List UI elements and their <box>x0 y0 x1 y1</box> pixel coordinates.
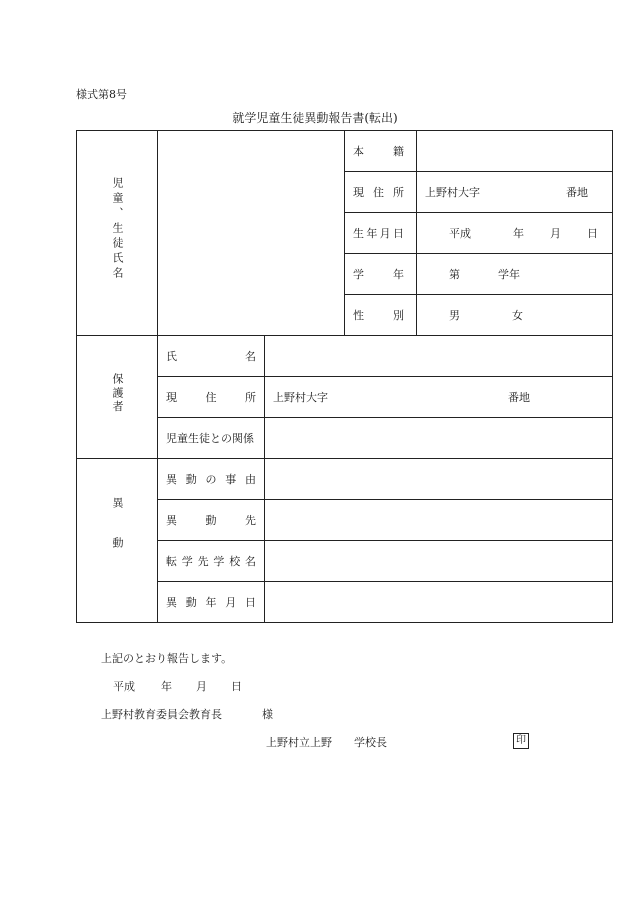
guardian-address-banchi-suffix: 番地 <box>508 391 530 404</box>
student-address-label: 現 住 所 <box>345 172 417 213</box>
report-date-year-unit: 年 <box>161 680 172 693</box>
student-name-field[interactable] <box>158 131 345 336</box>
report-date-line <box>113 678 266 694</box>
student-section-heading: 児童、生徒氏名 <box>77 131 158 336</box>
change-destination-field[interactable] <box>265 500 613 541</box>
report-date-era: 平成 <box>113 680 135 693</box>
school-name: 上野村立上野 <box>266 736 332 749</box>
birthdate-field[interactable] <box>417 213 613 254</box>
honseki-label: 本 籍 <box>345 131 417 172</box>
birthdate-label: 生 年 月 日 <box>345 213 417 254</box>
addressee-line <box>101 706 273 722</box>
transfer-school-field[interactable] <box>265 541 613 582</box>
address-village-prefix: 上野村大字 <box>425 186 480 199</box>
birthdate-month-unit: 月 <box>550 227 561 240</box>
change-destination-label: 異 動 先 <box>158 500 265 541</box>
grade-suffix: 学年 <box>498 268 520 281</box>
birthdate-era: 平成 <box>449 227 471 240</box>
change-section-heading: 異動 <box>77 459 158 623</box>
guardian-address-village-prefix: 上野村大字 <box>273 391 328 404</box>
report-date-day-unit: 日 <box>231 680 242 693</box>
addressee-honorific: 様 <box>262 708 273 721</box>
report-form-table <box>76 130 613 623</box>
guardian-section-heading: 保護者 <box>77 336 158 459</box>
sex-option-male[interactable]: 男 <box>449 309 460 322</box>
guardian-address-label: 現 住 所 <box>158 377 265 418</box>
addressee: 上野村教育委員会教育長 <box>101 708 222 721</box>
sex-option-female[interactable]: 女 <box>512 309 523 322</box>
birthdate-day-unit: 日 <box>587 227 598 240</box>
change-date-label: 異 動 年 月 日 <box>158 582 265 623</box>
closing-statement: 上記のとおり報告します。 <box>101 652 233 665</box>
guardian-address-field[interactable] <box>265 377 613 418</box>
principal-title: 学校長 <box>354 736 387 749</box>
guardian-name-field[interactable] <box>265 336 613 377</box>
student-address-field[interactable] <box>417 172 613 213</box>
honseki-field[interactable] <box>417 131 613 172</box>
guardian-name-label: 氏 名 <box>158 336 265 377</box>
school-signature-line <box>266 734 387 750</box>
change-reason-field[interactable] <box>265 459 613 500</box>
grade-prefix: 第 <box>449 268 460 281</box>
grade-label: 学 年 <box>345 254 417 295</box>
sex-label: 性 別 <box>345 295 417 336</box>
seal-box: 印 <box>513 733 529 749</box>
document-title: 就学児童生徒異動報告書(転出) <box>232 111 398 125</box>
birthdate-year-unit: 年 <box>513 227 524 240</box>
report-date-month-unit: 月 <box>196 680 207 693</box>
transfer-school-label: 転 学 先 学 校 名 <box>158 541 265 582</box>
change-date-field[interactable] <box>265 582 613 623</box>
change-reason-label: 異 動 の 事 由 <box>158 459 265 500</box>
sex-field[interactable] <box>417 295 613 336</box>
relationship-label: 児童生徒との関係 <box>158 418 265 459</box>
form-number: 様式第8号 <box>76 88 127 101</box>
relationship-field[interactable] <box>265 418 613 459</box>
grade-field[interactable] <box>417 254 613 295</box>
address-banchi-suffix: 番地 <box>566 186 588 199</box>
